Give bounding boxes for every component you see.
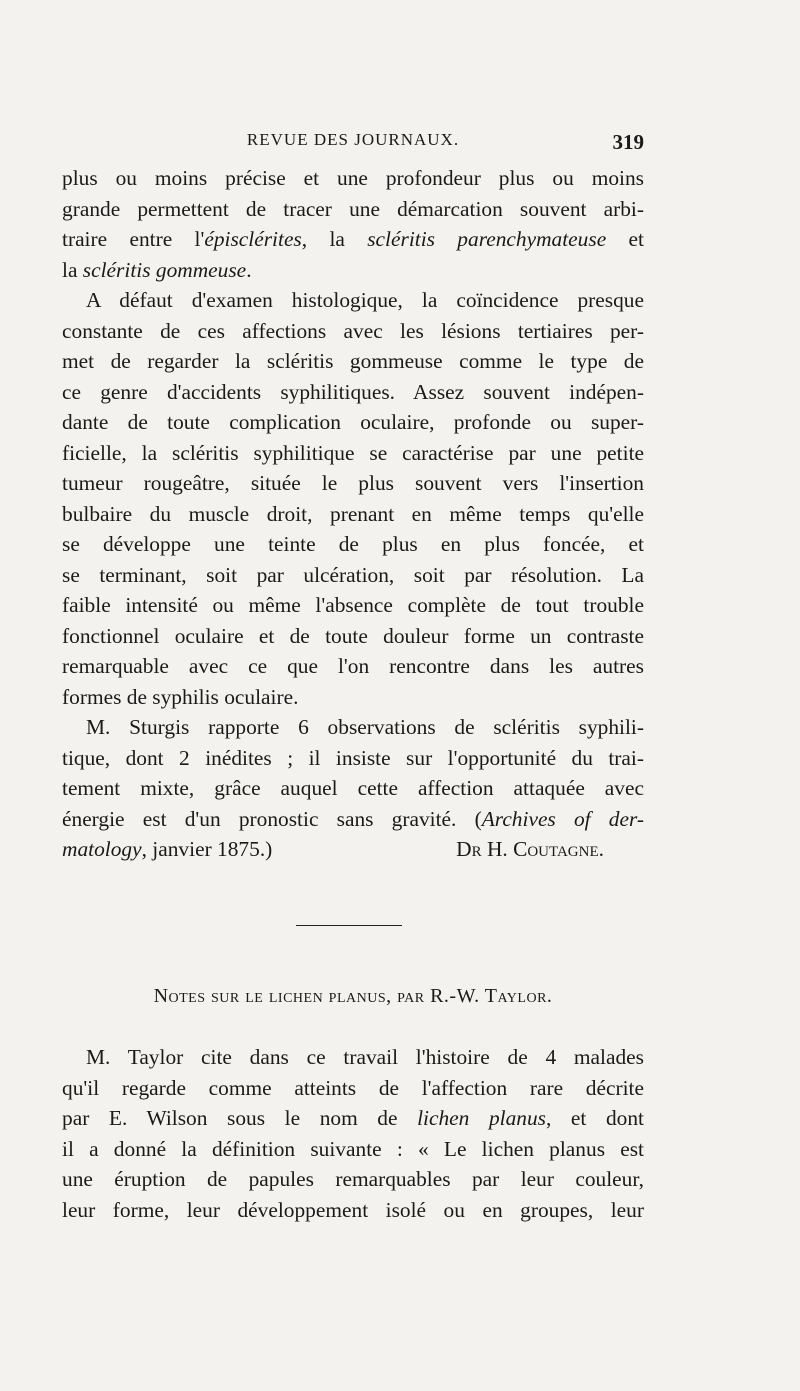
text-line: plus ou moins précise et une profondeur plus ou moins <box>62 166 644 190</box>
text-line: constante de ces affections avec les lésions tertiaires per- <box>62 318 644 343</box>
text-line: énergie est d'un pronostic sans gravité. (Archives of der- <box>62 806 644 831</box>
page-number: 319 <box>612 130 644 154</box>
text-line: par E. Wilson sous le nom de lichen planus, et dont <box>62 1106 644 1130</box>
text-line: leur forme, leur développement isolé ou en groupes, leur <box>62 1197 644 1222</box>
text-line: formes de syphilis oculaire. <box>62 684 299 709</box>
running-title: REVUE DES JOURNAUX. <box>246 130 460 149</box>
text-line: la scléritis gommeuse. <box>62 257 252 282</box>
article-sclerites <box>62 163 644 865</box>
author-signature: Dr H. Coutagne. <box>456 837 604 861</box>
text-line: ficielle, la scléritis syphilitique se caractérise par une petite <box>62 440 644 465</box>
text-line: M. Sturgis rapporte 6 observations de scléritis syphili- <box>86 715 644 739</box>
text-line: remarquable avec ce que l'on rencontre dans les autres <box>62 654 644 678</box>
text-line: dante de toute complication oculaire, profonde ou super- <box>62 410 644 434</box>
section-title: Notes sur le lichen planus, par R.-W. Taylor. <box>153 985 553 1007</box>
text-line: se développe une teinte de plus en plus foncée, et <box>62 532 644 556</box>
text-line: faible intensité ou même l'absence complète de tout trouble <box>62 593 644 617</box>
text-line: fonctionnel oculaire et de toute douleur forme un contraste <box>62 623 644 648</box>
text-line: tumeur rougeâtre, située le plus souvent vers l'insertion <box>62 471 644 495</box>
text-line: ce genre d'accidents syphilitiques. Assez souvent indépen- <box>62 379 644 404</box>
text-line: met de regarder la scléritis gommeuse comme le type de <box>62 349 644 373</box>
text-line: grande permettent de tracer une démarcation souvent arbi- <box>62 196 644 221</box>
running-head <box>62 130 644 158</box>
text-line: traire entre l'épisclérites, la scléritis parenchymateuse et <box>62 227 644 251</box>
book-page <box>62 0 644 1391</box>
text-line: se terminant, soit par ulcération, soit par résolution. La <box>62 562 644 587</box>
text-line: une éruption de papules remarquables par leur couleur, <box>62 1167 644 1191</box>
text-line: tique, dont 2 inédites ; il insiste sur l'opportunité du trai- <box>62 745 644 770</box>
text-line: qu'il regarde comme atteints de l'affection rare décrite <box>62 1075 644 1100</box>
text-line: il a donné la définition suivante : « Le lichen planus est <box>62 1136 644 1161</box>
text-line: A défaut d'examen histologique, la coïncidence presque <box>86 288 644 312</box>
article-lichen-planus <box>62 1042 644 1225</box>
text-line: M. Taylor cite dans ce travail l'histoire de 4 malades <box>86 1045 644 1069</box>
text-line: bulbaire du muscle droit, prenant en même temps qu'elle <box>62 501 644 526</box>
section-divider <box>296 925 402 926</box>
text-line: matology, janvier 1875.) Dr H. Coutagne. <box>62 834 644 865</box>
text-line: tement mixte, grâce auquel cette affection attaquée avec <box>62 776 644 800</box>
